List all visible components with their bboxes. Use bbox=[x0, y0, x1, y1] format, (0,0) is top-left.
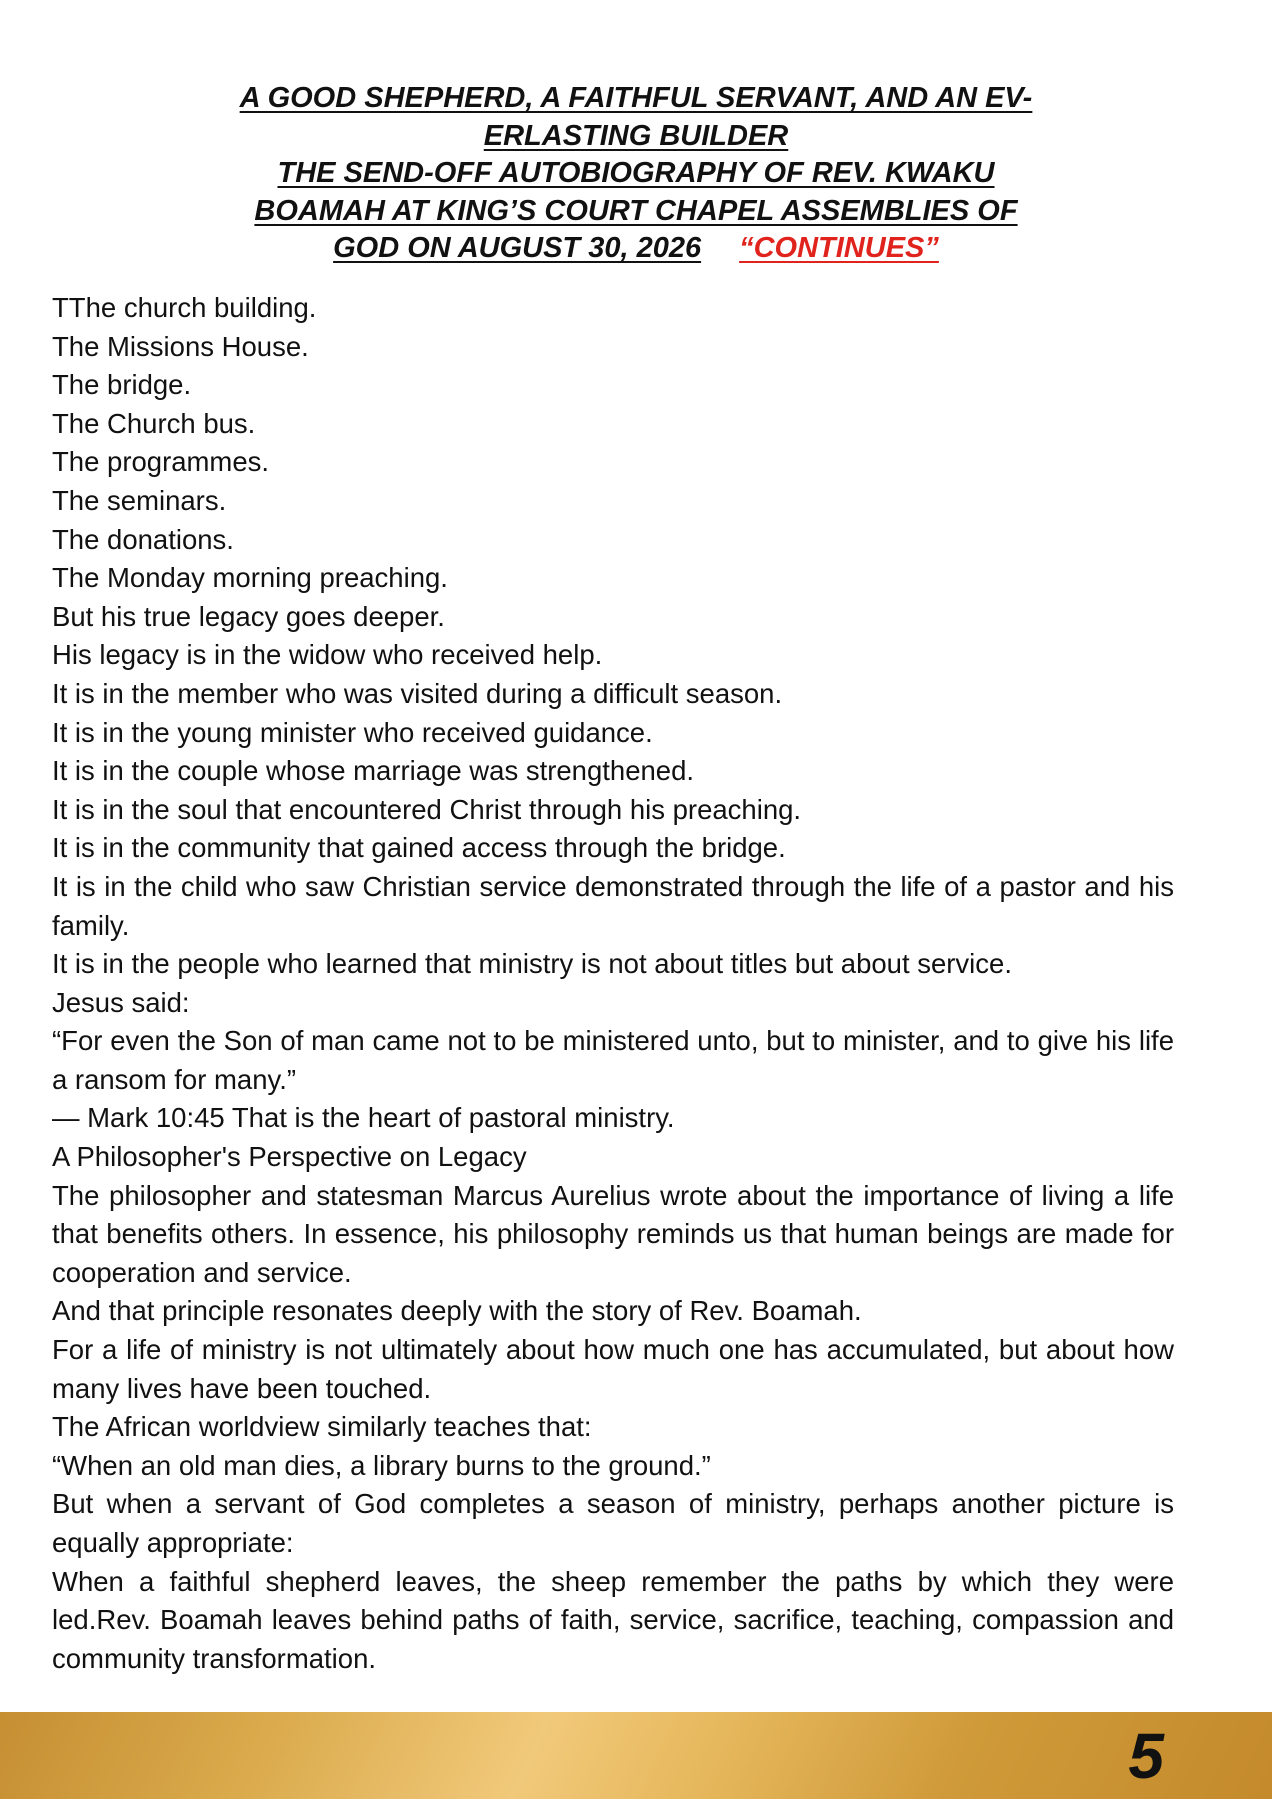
paragraph: It is in the community that gained access through the bridge. bbox=[52, 832, 786, 864]
paragraph: The seminars. bbox=[52, 484, 227, 516]
paragraph: It is in the people who learned that ministry is not about titles but about service. bbox=[52, 948, 1012, 980]
page-number: 5 bbox=[1128, 1720, 1164, 1792]
footer-band bbox=[0, 1712, 1272, 1799]
paragraph: The African worldview similarly teaches that: bbox=[52, 1411, 592, 1443]
paragraph: But when a servant of God completes a season of ministry, perhaps another picture is equally appropriate: bbox=[52, 1488, 1174, 1558]
proverb-quote: “When an old man dies, a library burns to the ground.” bbox=[52, 1449, 711, 1481]
paragraph: And that principle resonates deeply with the story of Rev. Boamah. bbox=[52, 1295, 862, 1327]
paragraph: Jesus said: bbox=[52, 986, 190, 1018]
scripture-quote: “For even the Son of man came not to be ministered unto, but to minister, and to give his life a ransom for many.” bbox=[52, 1025, 1174, 1095]
document-title bbox=[100, 80, 1172, 268]
section-heading: A Philosopher's Perspective on Legacy bbox=[52, 1141, 527, 1173]
paragraph: But his true legacy goes deeper. bbox=[52, 600, 445, 632]
paragraph: The philosopher and statesman Marcus Aurelius wrote about the importance of living a life that benefits others. In essence, his philosophy reminds us that human beings are made for cooperation and service. bbox=[52, 1179, 1174, 1288]
body-text bbox=[52, 289, 1174, 1678]
paragraph: When a faithful shepherd leaves, the sheep remember the paths by which they were led.Rev. Boamah leaves behind paths of faith, service, sacrifice, teaching, compassion and community transformation. bbox=[52, 1565, 1174, 1674]
paragraph: It is in the young minister who received guidance. bbox=[52, 716, 653, 748]
paragraph: The bridge. bbox=[52, 369, 192, 401]
paragraph: It is in the soul that encountered Christ through his preaching. bbox=[52, 793, 802, 825]
title-line-2: ERLASTING BUILDER bbox=[483, 119, 789, 152]
paragraph: The programmes. bbox=[52, 446, 270, 478]
paragraph: It is in the member who was visited during a difficult season. bbox=[52, 677, 783, 709]
title-line-4: BOAMAH AT KING’S COURT CHAPEL ASSEMBLIES OF bbox=[254, 194, 1018, 227]
paragraph: The donations. bbox=[52, 523, 234, 555]
paragraph: TThe church building. bbox=[52, 292, 317, 323]
paragraph: The Monday morning preaching. bbox=[52, 562, 448, 594]
title-line-5: GOD ON AUGUST 30, 2026 “CONTINUES” bbox=[333, 232, 939, 264]
title-line-1: A GOOD SHEPHERD, A FAITHFUL SERVANT, AND AN EV- bbox=[239, 82, 1033, 114]
paragraph: The Church bus. bbox=[52, 407, 256, 439]
paragraph: The Missions House. bbox=[52, 330, 309, 362]
title-line-3: THE SEND-OFF AUTOBIOGRAPHY OF REV. KWAKU bbox=[277, 157, 995, 189]
paragraph: His legacy is in the widow who received help. bbox=[52, 639, 603, 671]
continues-tag: “CONTINUES” bbox=[739, 232, 939, 264]
scripture-reference: — Mark 10:45 That is the heart of pastoral ministry. bbox=[52, 1102, 675, 1134]
paragraph: It is in the couple whose marriage was strengthened. bbox=[52, 755, 695, 787]
paragraph: For a life of ministry is not ultimately about how much one has accumulated, but about how many lives have been touched. bbox=[52, 1334, 1174, 1404]
paragraph: It is in the child who saw Christian service demonstrated through the life of a pastor and his family. bbox=[52, 870, 1174, 941]
